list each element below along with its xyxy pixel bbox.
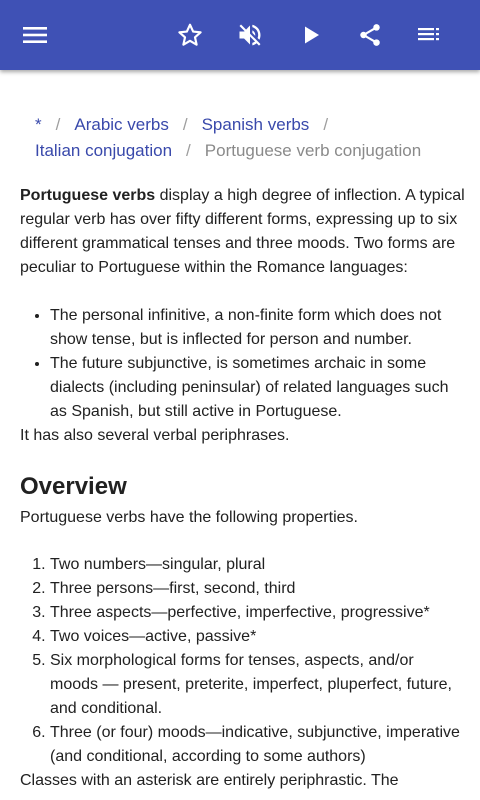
- list-item: 6. Three (or four) moods—indicative, subjunctive, imperative (and conditional, according to some authors): [50, 721, 465, 769]
- article-content[interactable]: [0, 70, 480, 800]
- list-icon: [417, 24, 443, 46]
- menu-button[interactable]: [11, 11, 59, 59]
- section-heading-overview: Overview: [20, 473, 127, 500]
- play-button[interactable]: [287, 11, 335, 59]
- star-icon: [177, 22, 203, 48]
- intro-paragraph: [20, 184, 465, 280]
- bookmark-button[interactable]: [166, 11, 214, 59]
- features-list: [20, 304, 465, 424]
- menu-icon: [22, 25, 48, 45]
- overview-intro: Portuguese verbs have the following properties.: [20, 509, 358, 526]
- share-button[interactable]: [346, 11, 394, 59]
- footer-paragraph: Classes with an asterisk are entirely periphrastic. The: [20, 772, 399, 789]
- intro-text: display a high degree of inflection. A typical regular verb has over fifty different forms, expressing up to six different grammatical tenses and three moods. Two forms are peculiar to Portuguese within the Romance languages:: [20, 187, 465, 276]
- play-icon: [300, 24, 322, 46]
- intro-term: Portuguese verbs: [20, 187, 156, 204]
- breadcrumb-separator: /: [186, 141, 191, 160]
- mute-button[interactable]: [226, 11, 274, 59]
- list-item: 5. Six morphological forms for tenses, aspects, and/or moods — present, preterite, imperfect, pluperfect, future, and conditional.: [50, 649, 465, 721]
- list-item: • The future subjunctive, is sometimes archaic in some dialects (including peninsular) of related languages such as Spanish, but still active in Portuguese.: [50, 352, 465, 424]
- article-body: [20, 184, 465, 793]
- list-item: 3. Three aspects—perfective, imperfective, progressive*: [50, 601, 465, 625]
- list-item: 4. Two voices—active, passive*: [50, 625, 465, 649]
- breadcrumb-link-home[interactable]: *: [35, 115, 42, 134]
- contents-button[interactable]: [406, 11, 454, 59]
- breadcrumb-link-arabic-verbs[interactable]: Arabic verbs: [74, 115, 169, 134]
- breadcrumb-link-spanish-verbs[interactable]: Spanish verbs: [201, 115, 310, 134]
- app-bar: [0, 0, 480, 70]
- list-item: 2. Three persons—first, second, third: [50, 577, 465, 601]
- list-item: 1. Two numbers—singular, plural: [50, 553, 465, 577]
- volume-off-icon: [236, 21, 264, 49]
- breadcrumb: [35, 112, 465, 164]
- breadcrumb-separator: /: [323, 115, 329, 134]
- breadcrumb-separator: /: [182, 115, 188, 134]
- list-item: • The personal infinitive, a non-finite form which does not show tense, but is inflected for person and number.: [50, 304, 465, 352]
- breadcrumb-current: Portuguese verb conjugation: [204, 141, 422, 160]
- breadcrumb-separator: /: [55, 115, 61, 134]
- properties-list: [20, 553, 465, 769]
- share-icon: [357, 22, 383, 48]
- breadcrumb-link-italian-conjugation[interactable]: Italian conjugation: [35, 141, 173, 160]
- periphrases-paragraph: It has also several verbal periphrases.: [20, 427, 290, 444]
